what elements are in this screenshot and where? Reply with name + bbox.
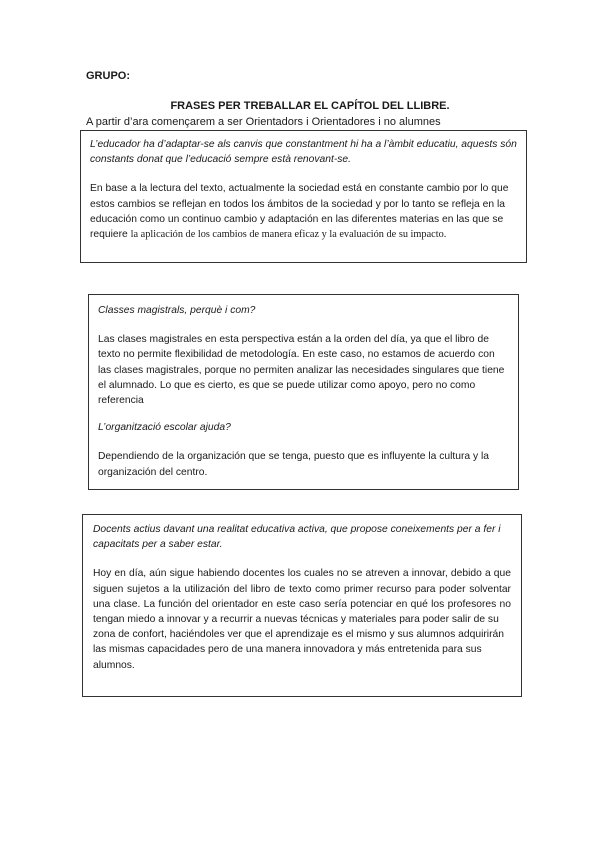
box3-quote: Docents actius davant una realitat educativa activa, que propose coneixements per a fer i capacitats per a saber estar.	[93, 524, 501, 551]
box2-question-2: L’organització escolar ajuda?	[98, 422, 231, 434]
box2-answer-1: Las clases magistrales en esta perspectiva están a la orden del día, ya que el libro de texto no permite flexibilidad de metodología. En este caso, no estamos de acuerdo con las clases magistrales, porque no permiten analizar las necesidades singulares que tiene el alumnado. Lo que es cierto, es que se puede utilizar como apoyo, pero no como referencia	[98, 334, 505, 407]
box3-answer-part-a: Hoy en día, aún sigue habiendo docentes los cuales no se atreven a innovar, debido a que siguen sujetos a la utilización del libro de texto como primer recurso para poder solventar una clase. La función del orientador en este caso sería potenciar en qué los profesores no tengan miedo a innovar y a recurrir a nuevas técnicas y materiales para poder salir de su	[93, 568, 511, 626]
answer-box-2	[88, 294, 519, 490]
box1-answer-part-b: la aplicación de los cambios de manera eficaz y la evaluación de su impacto.	[130, 229, 447, 241]
box2-question-1: Classes magistrals, perquè i com?	[98, 305, 256, 316]
group-label: GRUPO:	[86, 70, 130, 82]
box1-answer	[90, 181, 517, 242]
answer-box-1	[80, 130, 527, 263]
page-title: FRASES PER TREBALLAR EL CAPÍTOL DEL LLIBRE.	[170, 100, 450, 112]
box2-answer-2: Dependiendo de la organización que se tenga, puesto que es influyente la cultura y la organización del centro.	[98, 451, 489, 478]
answer-box-3	[82, 514, 522, 697]
box1-answer-part-a: En base a la lectura del texto, actualmente la sociedad está en constante cambio por lo que estos cambios se reflejan en todos los ámbitos de la sociedad y por lo tanto se refleja en la educación como un continuo cambio y adaptación en las diferentes materias en las que se requiere	[90, 183, 509, 241]
box3-answer-part-b: zona de confort, haciéndoles ver que el aprendizaje es el mismo y sus alumnos adquirirán las mismas capacidades pero de una manera innovadora y más entretenida para sus alumnos.	[93, 629, 504, 671]
page-subtitle: A partir d’ara començarem a ser Orientadors i Orientadores i no alumnes	[86, 116, 441, 128]
box1-quote: L’educador ha d’adaptar-se als canvis que constantment hi ha a l’àmbit educatiu, aquests són constants donat que l’educació sempre està renovant-se.	[90, 139, 517, 166]
